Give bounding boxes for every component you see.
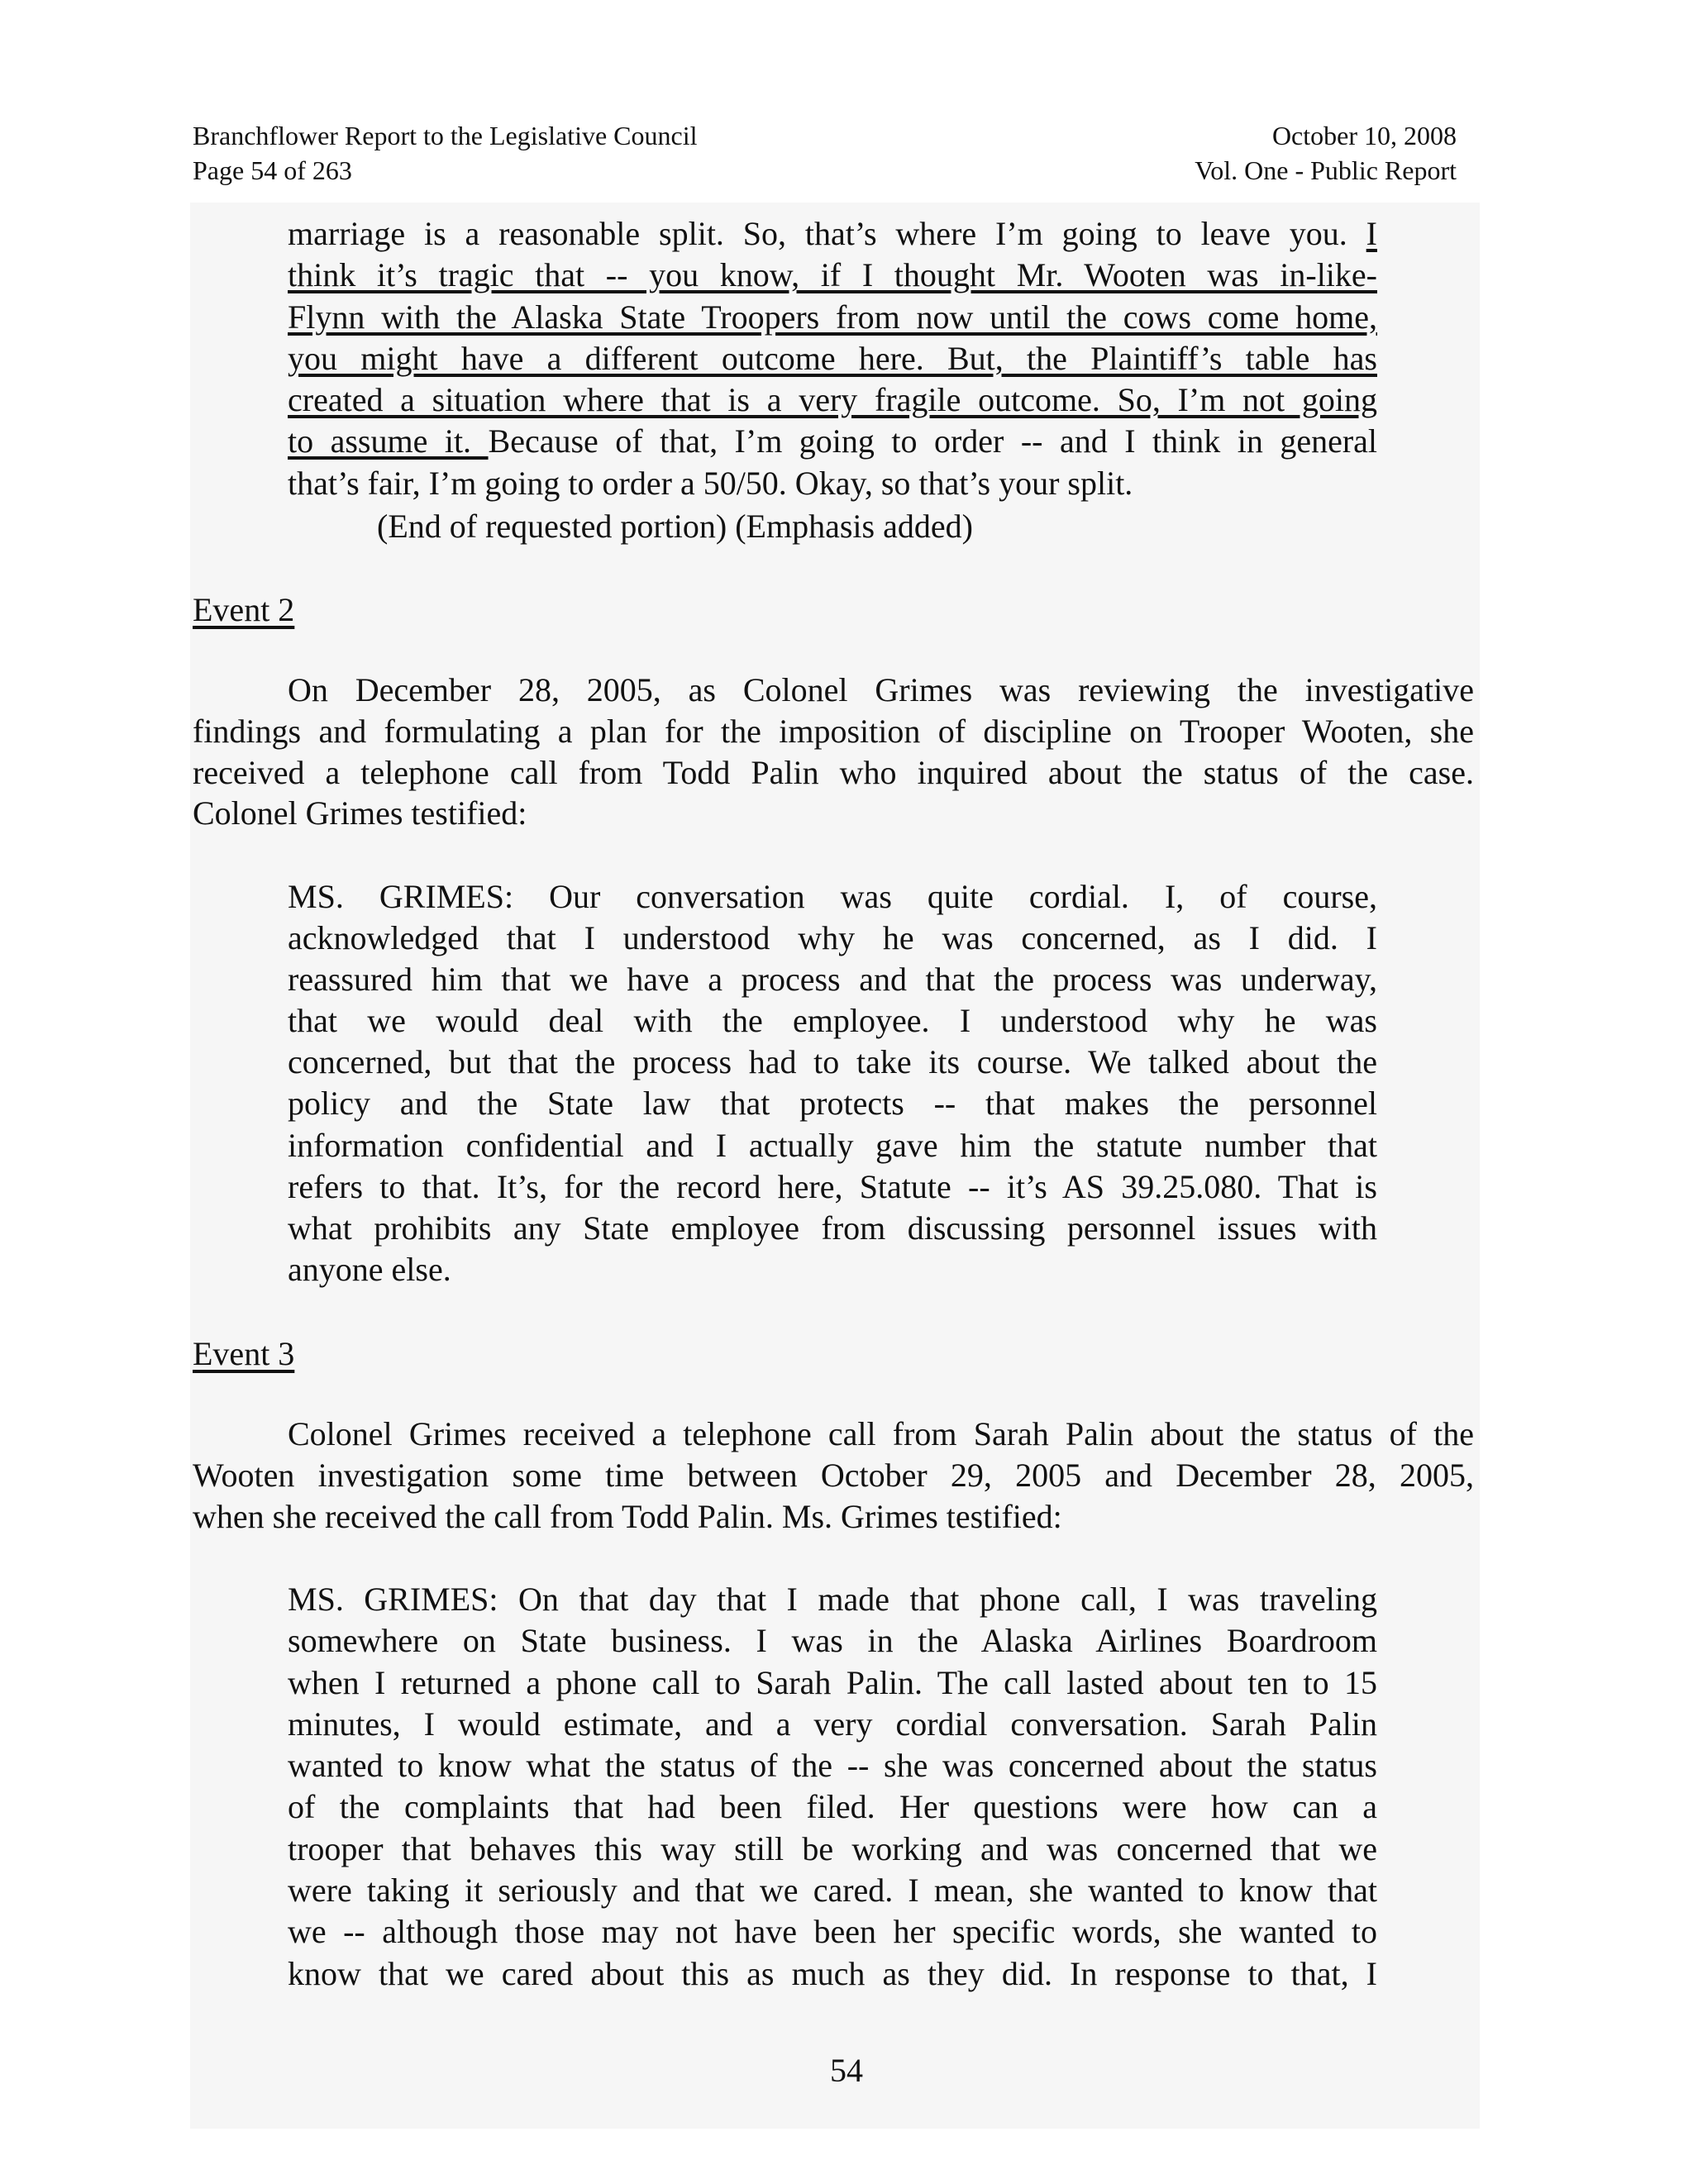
quote-line: think it’s tragic that -- you know, if I thought Mr. Wooten was in-like- [288,256,1377,294]
event-2-heading: Event 2 [193,591,295,628]
quote-line: concerned, but that the process had to take its course. We talked about the [288,1043,1377,1081]
header-left [193,118,698,188]
quote-line: you might have a different outcome here. But, the Plaintiff’s table has [288,339,1377,377]
paragraph-line: Colonel Grimes testified: [193,794,527,832]
body-paragraph-1 [193,670,1474,834]
paragraph-line: received a telephone call from Todd Palin who inquired about the status of the case. [193,753,1474,791]
paragraph-line: Colonel Grimes received a telephone call from Sarah Palin about the status of the [288,1415,1474,1452]
quote-line: what prohibits any State employee from discussing personnel issues with [288,1209,1377,1247]
paragraph-line: when she received the call from Todd Palin. Ms. Grimes testified: [193,1497,1062,1535]
body-paragraph-2 [193,1414,1474,1537]
quote-line: Flynn with the Alaska State Troopers from now until the cows come home, [288,298,1377,336]
quote-line: wanted to know what the status of the -- she was concerned about the status [288,1747,1377,1785]
page-count: Page 54 of 263 [193,155,352,185]
quote-line: we -- although those may not have been her specific words, she wanted to [288,1913,1377,1951]
header-right [1195,118,1457,188]
quote-line: anyone else. [288,1250,451,1288]
quote-line: MS. GRIMES: Our conversation was quite cordial. I, of course, [288,878,1377,915]
quote-line: acknowledged that I understood why he was concerned, as I did. I [288,919,1377,957]
quote-line: when I returned a phone call to Sarah Palin. The call lasted about ten to 15 [288,1663,1377,1701]
quote-line: somewhere on State business. I was in the Alaska Airlines Boardroom [288,1622,1377,1660]
quote-line: of the complaints that had been filed. Her questions were how can a [288,1788,1377,1826]
quote-block-3 [288,1579,1377,1995]
paragraph-line: findings and formulating a plan for the imposition of discipline on Trooper Wooten, she [193,712,1474,750]
quote-line: marriage is a reasonable split. So, that’s where I’m going to leave you. I [288,215,1377,252]
quote-line: trooper that behaves this way still be working and was concerned that we [288,1829,1377,1867]
quote-line: that we would deal with the employee. I understood why he was [288,1002,1377,1040]
page-number: 54 [830,2052,863,2089]
quote-line: MS. GRIMES: On that day that I made that phone call, I was traveling [288,1581,1377,1618]
quote-line: information confidential and I actually gave him the statute number that [288,1126,1377,1164]
quote-line: refers to that. It’s, for the record here, Statute -- it’s AS 39.25.080. That is [288,1167,1377,1205]
volume-label: Vol. One - Public Report [1195,155,1457,185]
quote-line: know that we cared about this as much as they did. In response to that, I [288,1954,1377,1992]
quote-line: created a situation where that is a very fragile outcome. So, I’m not going [288,381,1377,419]
event-3-heading: Event 3 [193,1335,295,1372]
quote-line: minutes, I would estimate, and a very cordial conversation. Sarah Palin [288,1705,1377,1743]
quote-block-1 [288,213,1377,504]
paragraph-line: Wooten investigation some time between October 29, 2005 and December 28, 2005, [193,1456,1474,1494]
report-date: October 10, 2008 [1271,121,1457,150]
report-title: Branchflower Report to the Legislative Council [193,121,698,150]
quote-line: were taking it seriously and that we cared. I mean, she wanted to know that [288,1872,1377,1910]
end-note: (End of requested portion) (Emphasis added) [377,508,973,545]
paragraph-line: On December 28, 2005, as Colonel Grimes was reviewing the investigative [288,671,1474,708]
quote-line: that’s fair, I’m going to order a 50/50. Okay, so that’s your split. [288,464,1133,502]
quote-line: to assume it. Because of that, I’m going to order -- and I think in general [288,422,1378,460]
quote-line: reassured him that we have a process and that the process was underway, [288,961,1377,999]
quote-block-2 [288,876,1377,1290]
quote-line: policy and the State law that protects -- that makes the personnel [288,1085,1377,1123]
